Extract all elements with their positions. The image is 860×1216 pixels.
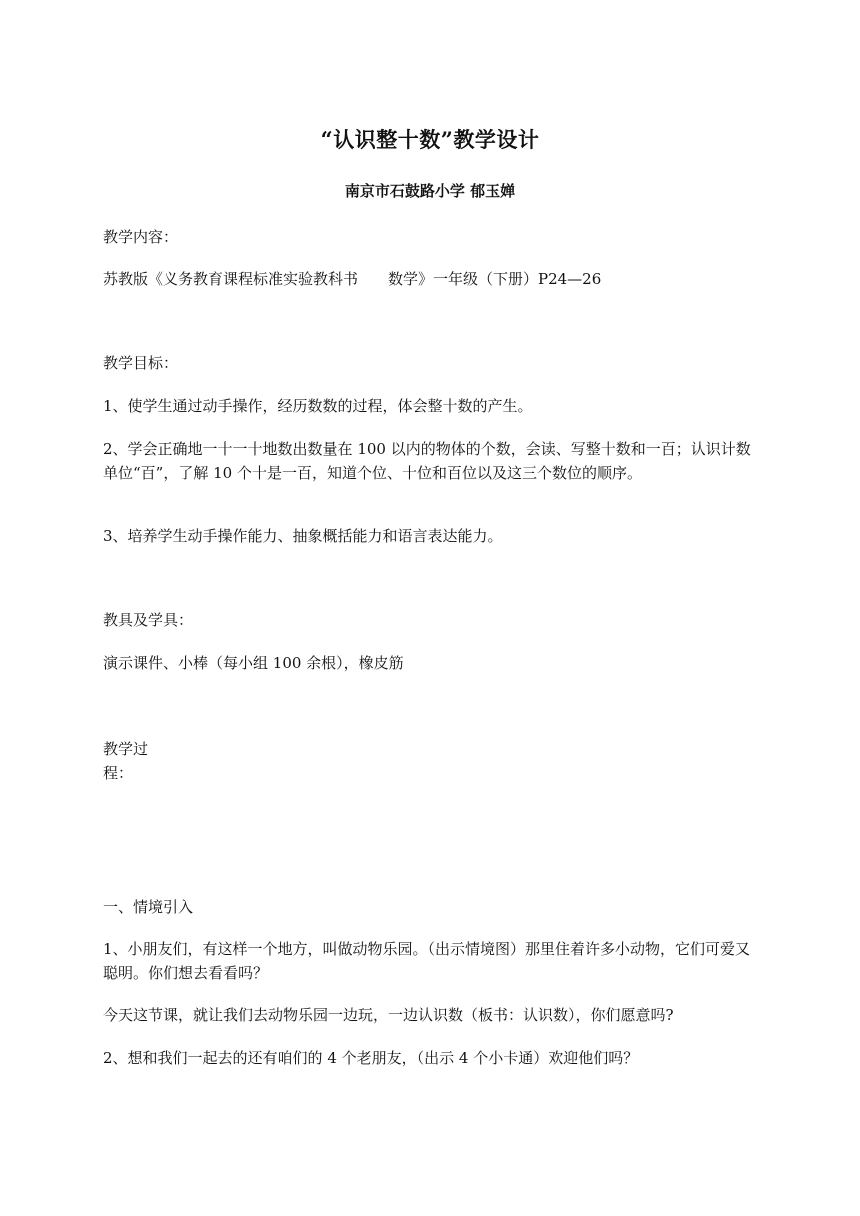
section1-paragraph-2: 今天这节课，就让我们去动物乐园一边玩，一边认识数（板书：认识数），你们愿意吗? [103, 1006, 674, 1024]
content-text: 苏教版《义务教育课程标准实验教科书 数学》一年级（下册）P24—26 [103, 270, 602, 288]
tools-text: 演示课件、小棒（每小组 100 余根），橡皮筋 [103, 654, 404, 672]
content-heading: 教学内容： [103, 228, 179, 246]
goals-heading: 教学目标： [103, 354, 179, 372]
goal-item-1: 1、使学生通过动手操作，经历数数的过程，体会整十数的产生。 [103, 397, 533, 415]
goal-item-3: 3、培养学生动手操作能力、抽象概括能力和语言表达能力。 [103, 527, 503, 545]
section1-paragraph-3: 2、想和我们一起去的还有咱们的 4 个老朋友，（出示 4 个小卡通）欢迎他们吗？ [103, 1049, 639, 1067]
tools-heading: 教具及学具： [103, 611, 194, 629]
process-heading: 教学过程： [103, 740, 149, 782]
document-title: “认识整十数”教学设计 [320, 127, 540, 152]
goal-item-2: 2、学会正确地一十一十地数出数量在 100 以内的物体的个数，会读、写整十数和一百；认识计数单位“百”，了解 10 个十是一百，知道个位、十位和百位以及这三个数位的顺序。 [103, 440, 751, 482]
section1-heading: 一、情境引入 [103, 898, 194, 916]
document-author: 南京市石鼓路小学 郁玉婵 [344, 182, 516, 200]
section1-paragraph-1: 1、小朋友们，有这样一个地方，叫做动物乐园。（出示情境图）那里住着许多小动物，它们可爱又聪明。你们想去看看吗？ [103, 940, 751, 982]
